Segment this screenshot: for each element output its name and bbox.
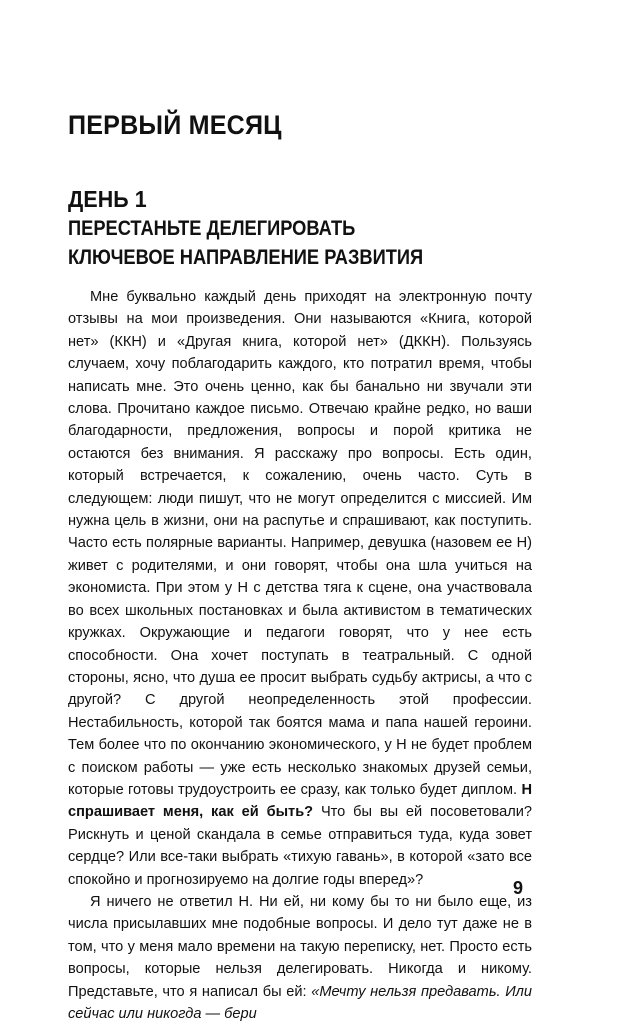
chapter-title: ПЕРВЫЙ МЕСЯЦ (68, 110, 282, 140)
paragraph-2 (68, 891, 532, 1025)
paragraph-1-text: Мне буквально каждый день приходят на электронную почту отзывы на мои произведения. Они называются «Книга, которой нет» (ККН) и «Другая книга, которой нет» (ДККН). Пользуясь случаем, хочу поблагодарить каждого, кто потратил время, чтобы написать мне. Это очень ценно, как бы банально ни звучали эти слова. Прочитано каждое письмо. Отвечаю крайне редко, но ваши благодарности, предложения, вопросы и порой критика не остаются без внимания. Я расскажу про вопросы. Есть один, который встречается, к сожалению, очень часто. Суть в следующем: люди пишут, что не могут определится с миссией. Им нужна цель в жизни, они на распутье и спрашивают, как поступить. Часто есть полярные варианты. Например, девушка (назовем ее Н) живет с родителями, и они говорят, чтобы она шла учиться на экономиста. При этом у Н с детства тяга к сцене, она участвовала во всех школьных постановках и была активистом в тематических кружках. Окружающие и педагоги говорят, что у нее есть способности. Она хочет поступать в театральный. С одной стороны, ясно, что душа ее просит выбрать судьбу актрисы, а что с другой? С другой неопределенность этой профессии. Нестабильность, которой так боятся мама и папа нашей героини. Тем более что по окончанию экономического, у Н не будет проблем с поиском работы — уже есть несколько знакомых друзей семьи, которые готовы трудоустроить ее сразу, как только будет диплом. (68, 289, 532, 798)
paragraph-1 (68, 286, 532, 891)
paragraph-1-bold-question: Н спрашивает меня, как ей быть? (68, 781, 532, 821)
page-number: 9 (513, 878, 524, 898)
paragraph-1-continuation: Что бы вы ей посоветовали? Рискнуть и ценой скандала в семье отправиться туда, куда зовет сердце? Или все-таки выбрать «тихую гавань», в которой «зато все спокойно и прогнозируемо на долгие годы вперед»? (68, 804, 532, 888)
day-subtitle-line-2: КЛЮЧЕВОЕ НАПРАВЛЕНИЕ РАЗВИТИЯ (68, 246, 424, 269)
day-label: ДЕНЬ 1 (68, 186, 147, 212)
day-heading-block (68, 184, 476, 272)
body-text (68, 286, 532, 1025)
day-subtitle-line-1: ПЕРЕСТАНЬТЕ ДЕЛЕГИРОВАТЬ (68, 217, 356, 240)
paragraph-2-text: Я ничего не ответил Н. Ни ей, ни кому бы то ни было еще, из числа присылавших мне подобные вопросы. И дело тут даже не в том, что у меня мало времени на такую переписку, нет. Просто есть вопросы, которые нельзя делегировать. Никогда и никому. Представьте, что я написал бы ей: (68, 893, 532, 1000)
paragraph-2-italic-quote: «Мечту нельзя предавать. Или сейчас или никогда — бери (68, 983, 532, 1022)
